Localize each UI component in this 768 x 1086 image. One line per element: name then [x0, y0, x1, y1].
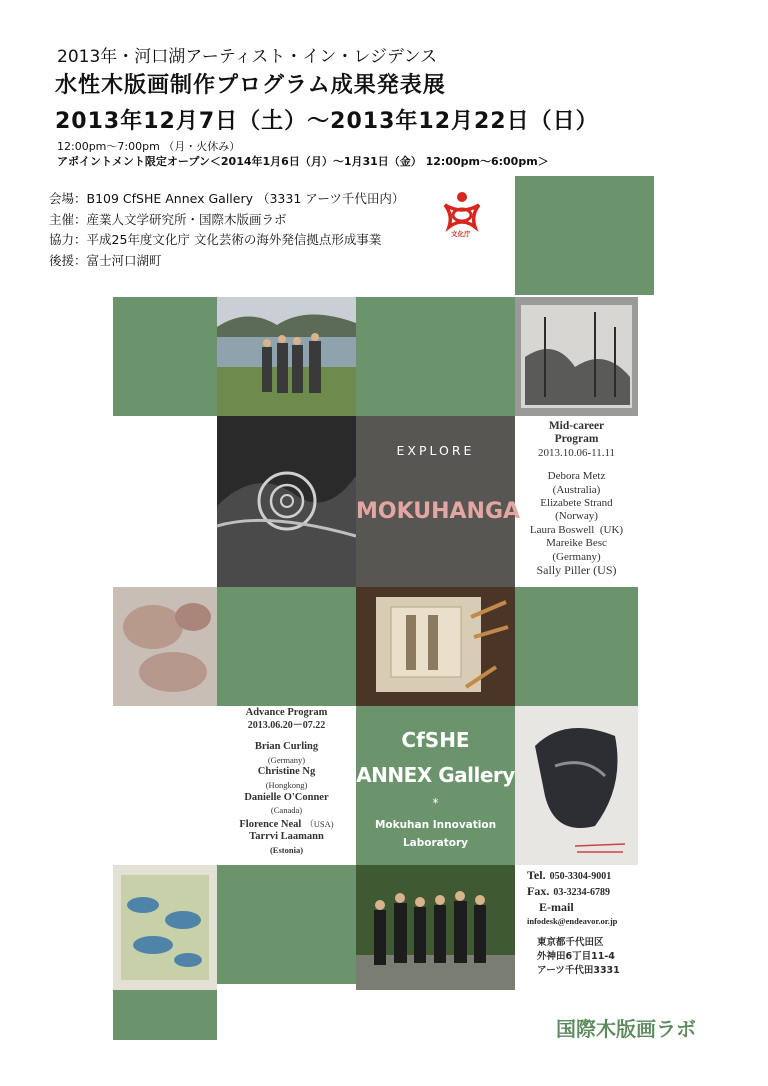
email-value: infodesk@endeavor.or.jp: [527, 916, 618, 926]
midcareer-country: (Norway): [555, 510, 598, 523]
green-square: [217, 587, 356, 706]
support-line: 後援：富士河口湖町: [49, 252, 162, 268]
mokuhanga-label: MOKUHANGA: [356, 499, 521, 524]
agency-logo: [437, 189, 487, 241]
gallery-lab-1: Mokuhan Innovation: [374, 819, 497, 831]
fax-line: [527, 884, 643, 900]
tel-value: 050-3304-9001: [549, 871, 612, 882]
gallery-panel: [356, 706, 515, 865]
midcareer-panel: [515, 420, 638, 577]
fax-label: Fax.: [527, 884, 550, 898]
advance-country: (Canada): [270, 805, 303, 816]
advance-country: (Hongkong): [265, 779, 308, 790]
agency-logo-icon: [437, 189, 487, 233]
print-pink-cloud: [113, 587, 217, 706]
advance-artist: Florence Neal: [239, 818, 302, 830]
midcareer-artist: Mareike Besc: [546, 537, 607, 550]
green-square: [113, 990, 217, 1040]
green-square: [217, 865, 356, 984]
advance-artist: Tarrvi Laamann: [249, 831, 324, 843]
advance-title: Advance Program: [245, 707, 328, 718]
exhibition-dates: 2013年12月7日（土）～2013年12月22日（日）: [55, 109, 599, 134]
explore-label: EXPLORE: [396, 443, 475, 458]
green-square: [356, 297, 515, 416]
event-info: [49, 189, 404, 271]
advance-country: (Estonia): [269, 844, 304, 855]
address-3: アーツ千代田3331: [537, 965, 620, 976]
gallery-star: *: [432, 796, 439, 810]
print-abstract-dark: [515, 706, 638, 865]
group-photo-lake: [217, 297, 356, 416]
exhibition-title: 水性木版画制作プログラム成果発表展: [55, 73, 446, 98]
green-square: [515, 176, 654, 295]
advance-panel: [217, 707, 356, 857]
advance-artist: Christine Ng: [257, 766, 316, 778]
gallery-name-1: CfSHE: [401, 728, 470, 752]
tel-label: Tel.: [527, 868, 546, 882]
midcareer-artist: Laura Boswell: [529, 523, 595, 536]
address-1: 東京都千代田区: [537, 937, 604, 948]
midcareer-country: (Australia): [552, 483, 601, 496]
organizer-line: 主催：産業人文学研究所・国際木版画ラボ: [49, 211, 287, 227]
advance-country: (Germany): [267, 754, 306, 765]
print-wave: [217, 416, 356, 587]
midcareer-country: (US): [593, 563, 617, 578]
midcareer-country: (Germany): [552, 550, 601, 563]
advance-artist-inline: [217, 817, 356, 832]
venue-line: 会場：B109 CfSHE Annex Gallery （3331 アーツ千代田内）: [49, 191, 405, 206]
gallery-lab-2: Laboratory: [402, 837, 469, 849]
green-square: [515, 587, 638, 706]
midcareer-artist: Debora Metz: [547, 470, 606, 483]
brand-name: 国際木版画ラボ: [556, 1017, 696, 1041]
address-2: 外神田6丁目11-4: [537, 951, 615, 962]
midcareer-artist-inline: [515, 564, 638, 577]
midcareer-title: Mid-career: [548, 420, 605, 432]
print-forest: [515, 297, 638, 416]
tel-line: [527, 868, 643, 884]
advance-country: （USA): [305, 818, 334, 829]
opening-hours: 12:00pm～7:00pm （月・火休み）: [57, 140, 241, 153]
woodblock-tools: [356, 587, 515, 706]
midcareer-country: (UK): [599, 523, 624, 536]
cooperation-line: 協力：平成25年度文化庁 文化芸術の海外発信拠点形成事業: [49, 232, 382, 247]
print-blue-teal: [113, 865, 217, 990]
agency-logo-text: 文化庁: [451, 230, 471, 238]
advance-artist: Danielle O'Conner: [244, 791, 329, 803]
midcareer-artist: Sally Piller: [536, 563, 591, 578]
midcareer-artist: Elizabete Strand: [540, 497, 613, 510]
contact-panel: [527, 868, 643, 978]
explore-panel: [356, 416, 521, 587]
group-photo-garden: [356, 865, 515, 990]
midcareer-title-2: Program: [554, 433, 599, 446]
advance-artist: Brian Curling: [254, 741, 319, 753]
residency-title: 2013年・河口湖アーティスト・イン・レジデンス: [57, 47, 438, 67]
midcareer-artist-inline: [515, 524, 638, 537]
fax-value: 03-3234-6789: [553, 887, 611, 898]
gallery-name-2: ANNEX Gallery: [356, 763, 515, 787]
email-label: E-mail: [539, 900, 574, 914]
appointment-hours: アポイントメント限定オープン＜2014年1月6日（月）～1月31日（金） 12:00pm～6:00pm＞: [57, 155, 549, 168]
midcareer-dates: 2013.10.06-11.11: [537, 446, 616, 459]
advance-dates: 2013.06.20－07.22: [247, 719, 326, 731]
